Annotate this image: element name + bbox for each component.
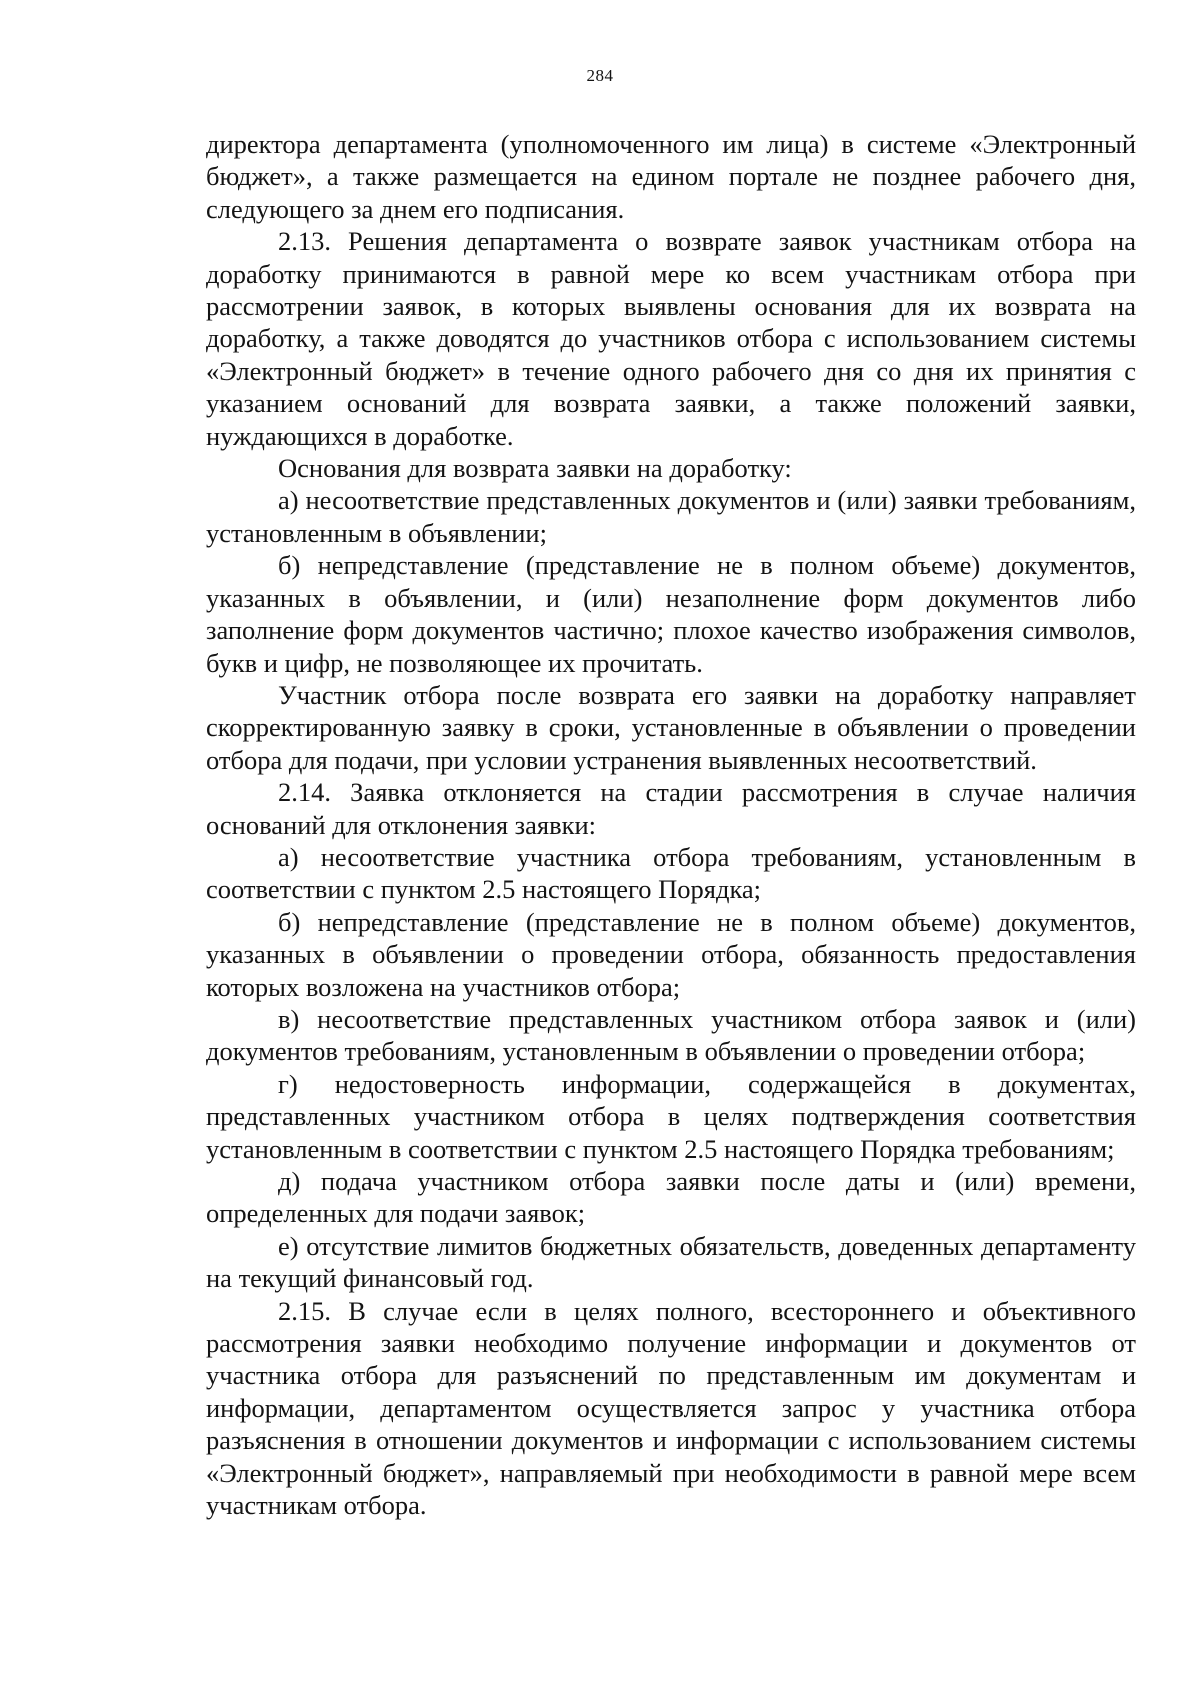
paragraph: 2.15. В случае если в целях полного, всестороннего и объективного рассмотрения заявки необходимо получение информации и документов от участника отбора для разъяснений по представленным им документам и информации, департаментом осуществляется запрос у участника отбора разъяснения в отношении документов и информации с использованием системы «Электронный бюджет», направляемый при необходимости в равной мере всем участникам отбора. (206, 1295, 1136, 1521)
paragraph: в) несоответствие представленных участником отбора заявок и (или) документов требованиям, установленным в объявлении о проведении отбора; (206, 1003, 1136, 1067)
paragraph: а) несоответствие участника отбора требованиям, установленным в соответствии с пунктом 2.5 настоящего Порядка; (206, 841, 1136, 905)
paragraph: директора департамента (уполномоченного им лица) в системе «Электронный бюджет», а также размещается на едином портале не позднее рабочего дня, следующего за днем его подписания. (206, 129, 1136, 224)
paragraph: 2.13. Решения департамента о возврате заявок участникам отбора на доработку принимаются в равной мере ко всем участникам отбора при рассмотрении заявок, в которых выявлены основания для их возврата на доработку, а также доводятся до участников отбора с использованием системы «Электронный бюджет» в течение одного рабочего дня со дня их принятия с указанием оснований для возврата заявки, а также положений заявки, нуждающихся в доработке. (206, 226, 1136, 451)
paragraph: е) отсутствие лимитов бюджетных обязательств, доведенных департаменту на текущий финансовый год. (206, 1230, 1136, 1294)
paragraph: Основания для возврата заявки на доработку: (278, 453, 792, 484)
paragraph: г) недостоверность информации, содержащейся в документах, представленных участником отбора в целях подтверждения соответствия установленным в соответствии с пунктом 2.5 настоящего Порядка требованиям; (206, 1068, 1136, 1164)
paragraph: д) подача участником отбора заявки после даты и (или) времени, определенных для подачи заявок; (206, 1166, 1136, 1229)
paragraph: а) несоответствие представленных документов и (или) заявки требованиям, установленным в объявлении; (206, 485, 1136, 548)
paragraph: б) непредставление (представление не в полном объеме) документов, указанных в объявлении, и (или) незаполнение форм документов либо заполнение форм документов частично; плохое качество изображения символов, букв и цифр, не позволяющее их прочитать. (206, 550, 1136, 678)
paragraph: Участник отбора после возврата его заявки на доработку направляет скорректированную заявку в сроки, установленные в объявлении о проведении отбора для подачи, при условии устранения выявленных несоответствий. (206, 679, 1136, 775)
page-number: 284 (586, 66, 614, 85)
document-body (206, 128, 1136, 1521)
paragraph: 2.14. Заявка отклоняется на стадии рассмотрения в случае наличия оснований для отклонения заявки: (206, 777, 1136, 840)
paragraph: б) непредставление (представление не в полном объеме) документов, указанных в объявлении о проведении отбора, обязанность предоставления которых возложена на участников отбора; (206, 906, 1136, 1002)
